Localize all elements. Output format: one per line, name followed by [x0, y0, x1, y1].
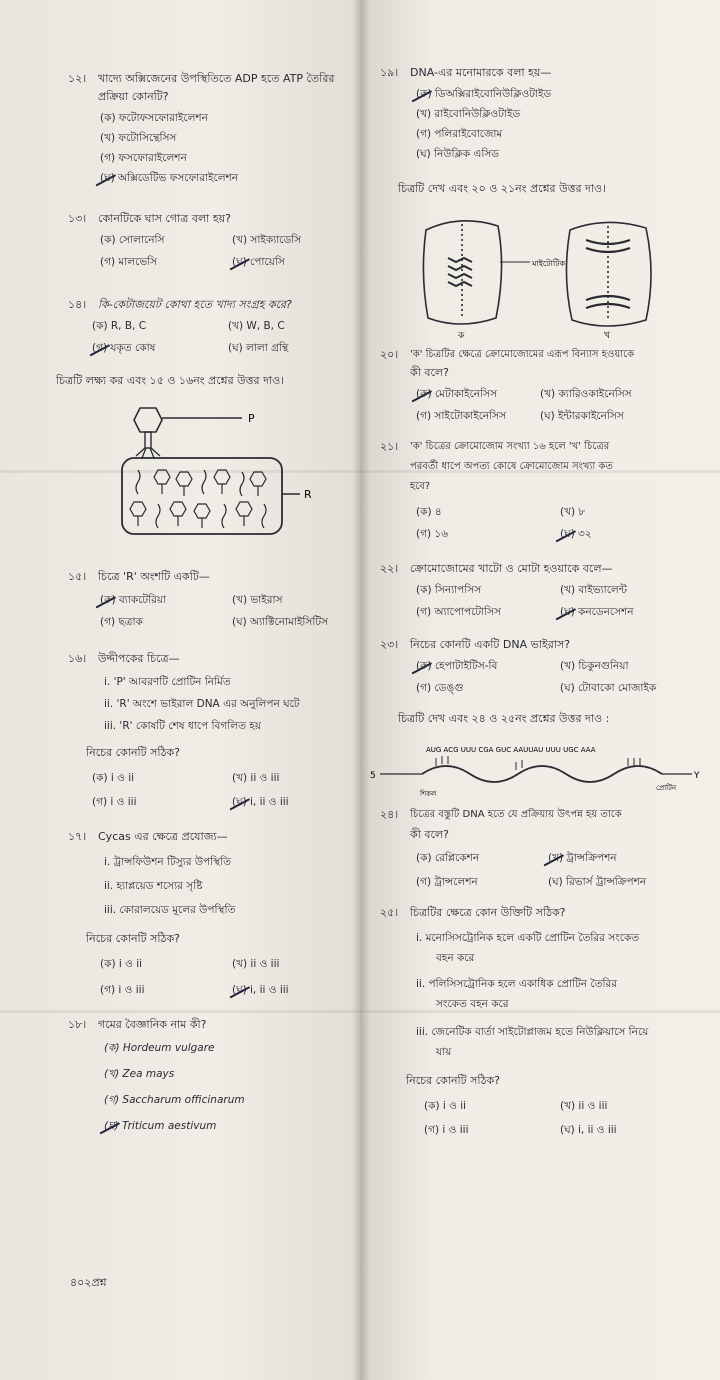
statement-iii: iii. জেনেটিক বার্তা সাইটোপ্লাজম হতে নিউক্লিয়াসে নিয়ে — [416, 1026, 649, 1038]
option-b: (খ) ii ও iii — [232, 958, 280, 970]
statement-i-cont: বহন করে — [436, 952, 475, 964]
option-a: (ক) ফটোফসফোরাইলেশন — [100, 112, 208, 124]
question-number: ১৩। — [68, 212, 87, 225]
option-a: (ক) R, B, C — [92, 320, 147, 332]
figure-instruction: চিত্রটি দেখ এবং ২০ ও ২১নং প্রশ্নের উত্তর দাও। — [398, 182, 607, 195]
option-c: (গ) ডেঙ্গু — [416, 682, 464, 694]
question-text: চিত্রে 'R' অংশটি একটি— — [98, 570, 210, 583]
figure-instruction: চিত্রটি দেখ এবং ২৪ ও ২৫নং প্রশ্নের উত্তর দাও : — [398, 712, 610, 725]
option-c: (গ) যকৃত কোষ — [92, 342, 156, 354]
question-text: কী বলে? — [410, 828, 449, 841]
paper-crease — [0, 1010, 720, 1013]
mitotic-label: মাইটোটিক — [532, 259, 566, 268]
question-text: কী বলে? — [410, 366, 449, 379]
question-text: নিচের কোনটি একটি DNA ভাইরাস? — [410, 638, 571, 651]
question-text: Cycas এর ক্ষেত্রে প্রযোজ্য— — [98, 830, 228, 843]
statement-ii: ii. 'R' অংশে ভাইরাল DNA এর অনুলিপন ঘটে — [104, 698, 300, 710]
question-number: ২৫। — [380, 906, 399, 919]
question-text: উদ্দীপকের চিত্রে— — [98, 652, 180, 665]
page-footer: ৪০২প্রশ্ন — [70, 1276, 107, 1289]
option-d: (ঘ) টোবাকো মোজাইক — [560, 682, 657, 694]
statement-i: i. মনোসিসট্রোনিক হলে একটি প্রোটিন তৈরির সংকেত — [416, 932, 640, 944]
option-b: (খ) W, B, C — [228, 320, 285, 332]
option-a: (ক) ডিঅক্সিরাইবোনিউক্লিওটাইড — [416, 88, 552, 100]
option-a: (ক) i ও ii — [100, 958, 143, 970]
option-c: (গ) মালভেসি — [100, 256, 158, 268]
question-text: গমের বৈজ্ঞানিক নাম কী? — [98, 1018, 207, 1031]
option-b: (খ) Zea mays — [104, 1068, 175, 1080]
option-d: (ঘ) i, ii ও iii — [560, 1124, 617, 1136]
statement-ii: ii. হ্যাপ্লয়েড শস্যের সৃষ্টি — [104, 880, 203, 892]
option-b: (খ) বাইভ্যালেন্ট — [560, 584, 627, 596]
statement-ii-cont: সংকেত বহন করে — [436, 998, 509, 1010]
question-number: ১৯। — [380, 66, 399, 79]
option-a: (ক) সোলানেসি — [100, 234, 165, 246]
option-b: (খ) সাইক্যাডেসি — [232, 234, 302, 246]
question-text: প্রক্রিয়া কোনটি? — [98, 90, 169, 103]
strand-right-label: প্রোটিন — [656, 784, 677, 792]
option-c: (গ) অ্যাপোপটোসিস — [416, 606, 501, 618]
option-d: (ঘ) ইন্টারকাইনেসিস — [540, 410, 624, 422]
statement-i: i. ট্রান্সফিউশন টিস্যুর উপস্থিতি — [104, 856, 231, 868]
statement-iii: iii. কোরালয়েড মূলের উপস্থিতি — [104, 904, 236, 916]
mrna-figure — [366, 736, 706, 802]
option-c: (গ) i ও iii — [92, 796, 137, 808]
option-c: (গ) সাইটোকাইনেসিস — [416, 410, 507, 422]
option-c: (গ) পলিরাইবোজোম — [416, 128, 503, 140]
bacteriophage-figure — [100, 400, 330, 550]
statement-i: i. 'P' আবরণটি প্রোটিন নির্মিত — [104, 676, 231, 688]
question-text: কি-কেটাজয়েট কোথা হতে খাদ্য সংগ্রহ করে? — [98, 298, 292, 311]
codon-sequence: AUG ACG UUU CGA GUC AAUUAU UUU UGC AAA — [426, 746, 596, 754]
strand-end-y: Y — [694, 771, 700, 781]
option-d: (ঘ) i, ii ও iii — [232, 984, 289, 996]
option-a: (ক) হেপাটাইটিস-বি — [416, 660, 498, 672]
option-a: (ক) সিন্যাপসিস — [416, 584, 482, 596]
option-c: (গ) ফসফোরাইলেশন — [100, 152, 187, 164]
question-text: চিত্রটির ক্ষেত্রে কোন উক্তিটি সঠিক? — [410, 906, 566, 919]
question-text: চিত্রের বস্তুটি DNA হতে যে প্রক্রিয়ায় উৎপন্ন হয় তাকে — [410, 809, 622, 820]
figure-label-kha: খ — [604, 331, 610, 340]
option-c: (গ) Saccharum officinarum — [104, 1094, 245, 1106]
option-b: (খ) রাইবোনিউক্লিওটাইড — [416, 108, 521, 120]
question-number: ১৪। — [68, 298, 87, 311]
option-d: (ঘ) পোয়েসি — [232, 256, 285, 268]
statement-ii: ii. পলিসিসট্রোনিক হলে একাধিক প্রোটিন তৈরির — [416, 978, 618, 990]
option-c: (গ) ছত্রাক — [100, 616, 143, 628]
figure-label-ka: ক — [458, 331, 465, 340]
mitosis-figure — [420, 214, 690, 340]
question-number: ১৭। — [68, 830, 87, 843]
question-text: ক্রোমোজোমের খাটো ও মোটা হওয়াকে বলে— — [410, 562, 613, 575]
option-b: (খ) ক্যারিওকাইনেসিস — [540, 388, 632, 400]
question-number: ১২। — [68, 72, 87, 85]
option-c: (গ) i ও iii — [100, 984, 145, 996]
question-text: পরবর্তী ধাপে অপত্য কোষে ক্রোমোজোম সংখ্যা কত — [410, 461, 613, 472]
option-d: (ঘ) অক্সিডেটিভ ফসফোরাইলেশন — [100, 172, 239, 184]
question-ask: নিচের কোনটি সঠিক? — [86, 746, 180, 759]
page-fold — [352, 0, 370, 1380]
question-number: ১৬। — [68, 652, 87, 665]
question-text: 'ক' চিত্রটির ক্ষেত্রে ক্রোমোজোমের এরূপ বিন্যাস হওয়াকে — [410, 349, 635, 360]
option-b: (খ) ফটোসিন্থেসিস — [100, 132, 177, 144]
right-page — [360, 0, 720, 1380]
option-d: (ঘ) অ্যাক্টিনোমাইসিটিস — [232, 616, 329, 628]
option-b: (খ) ৮ — [560, 506, 586, 518]
question-number: ২২। — [380, 562, 399, 575]
option-d: (ঘ) লালা গ্রন্থি — [228, 342, 289, 354]
option-c: (গ) ট্রান্সলেশন — [416, 876, 478, 888]
question-text: কোনটিকে ঘাস গোত্র বলা হয়? — [98, 212, 231, 225]
question-ask: নিচের কোনটি সঠিক? — [406, 1074, 500, 1087]
option-b: (খ) ট্রান্সক্রিপশন — [548, 852, 617, 864]
figure-instruction: চিত্রটি লক্ষ্য কর এবং ১৫ ও ১৬নং প্রশ্নের উত্তর দাও। — [56, 374, 285, 387]
question-text: হবে? — [410, 481, 431, 492]
label-p: P — [248, 412, 255, 425]
option-d: (ঘ) i, ii ও iii — [232, 796, 289, 808]
option-c: (গ) i ও iii — [424, 1124, 469, 1136]
option-a: (ক) রেপ্লিকেশন — [416, 852, 480, 864]
option-a: (ক) মেটাকাইনেসিস — [416, 388, 497, 400]
option-c: (গ) ১৬ — [416, 528, 449, 540]
option-a: (ক) ব্যাকটেরিয়া — [100, 594, 167, 606]
option-b: (খ) ii ও iii — [560, 1100, 608, 1112]
strand-left-label: শিকল — [420, 790, 437, 798]
question-number: ১৫। — [68, 570, 87, 583]
question-number: ২১। — [380, 440, 399, 453]
question-number: ২৪। — [380, 808, 399, 821]
option-d: (ঘ) Triticum aestivum — [104, 1120, 217, 1132]
question-ask: নিচের কোনটি সঠিক? — [86, 932, 180, 945]
option-a: (ক) Hordeum vulgare — [104, 1042, 215, 1054]
option-b: (খ) ভাইরাস — [232, 594, 283, 606]
option-a: (ক) ৪ — [416, 506, 442, 518]
option-a: (ক) i ও ii — [424, 1100, 467, 1112]
option-d: (ঘ) রিভার্স ট্রান্সক্রিপশন — [548, 876, 647, 888]
statement-iii: iii. 'R' কোষটি শেষ ধাপে বিগলিত হয় — [104, 720, 262, 732]
question-number: ২৩। — [380, 638, 399, 651]
question-text: 'ক' চিত্রের ক্রোমোজোম সংখ্যা ১৬ হলে 'খ' চিত্রের — [410, 441, 610, 452]
option-d: (ঘ) নিউক্লিক এসিড — [416, 148, 500, 160]
option-d: (ঘ) ৩২ — [560, 528, 592, 540]
question-number: ২০। — [380, 348, 399, 361]
option-d: (ঘ) কনডেনসেশন — [560, 606, 634, 618]
option-b: (খ) ii ও iii — [232, 772, 280, 784]
question-number: ১৮। — [68, 1018, 87, 1031]
question-text: খাদ্যে অক্সিজেনের উপস্থিতিতে ADP হতে ATP তৈরির — [98, 72, 335, 85]
statement-iii-cont: যায় — [436, 1046, 452, 1058]
label-r: R — [304, 488, 312, 501]
strand-end-5: 5 — [370, 771, 376, 781]
question-text: DNA-এর মনোমারকে বলা হয়— — [410, 66, 552, 79]
option-b: (খ) চিকুনগুনিয়া — [560, 660, 629, 672]
option-a: (ক) i ও ii — [92, 772, 135, 784]
